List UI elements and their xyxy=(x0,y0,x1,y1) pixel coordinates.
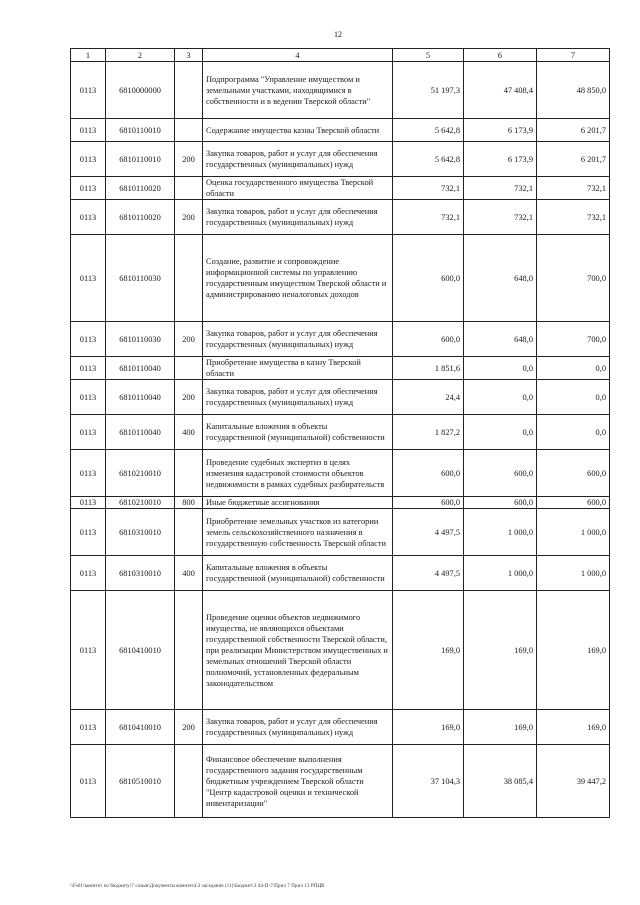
cell-amount-col5: 4 497,5 xyxy=(393,509,464,556)
cell-expense-type: 200 xyxy=(175,380,203,415)
cell-amount-col5: 1 851,6 xyxy=(393,357,464,380)
cell-amount-col7: 732,1 xyxy=(537,177,610,200)
cell-target-article: 6810210010 xyxy=(106,450,175,497)
cell-amount-col6: 732,1 xyxy=(464,177,537,200)
cell-amount-col5: 600,0 xyxy=(393,322,464,357)
cell-amount-col5: 51 197,3 xyxy=(393,62,464,119)
table-row xyxy=(71,415,610,450)
cell-amount-col6: 648,0 xyxy=(464,322,537,357)
column-header: 4 xyxy=(203,49,393,62)
cell-amount-col6: 47 408,4 xyxy=(464,62,537,119)
cell-amount-col7: 700,0 xyxy=(537,322,610,357)
cell-amount-col6: 648,0 xyxy=(464,235,537,322)
cell-amount-col7: 732,1 xyxy=(537,200,610,235)
cell-amount-col7: 39 447,2 xyxy=(537,745,610,818)
cell-amount-col7: 0,0 xyxy=(537,357,610,380)
cell-amount-col6: 6 173,9 xyxy=(464,119,537,142)
cell-expense-type xyxy=(175,509,203,556)
budget-table xyxy=(70,48,610,818)
cell-amount-col6: 38 085,4 xyxy=(464,745,537,818)
cell-description: Закупка товаров, работ и услуг для обеспечения государственных (муниципальных) нужд xyxy=(203,142,393,177)
cell-expense-type: 200 xyxy=(175,200,203,235)
cell-amount-col5: 5 642,8 xyxy=(393,142,464,177)
page-number: 12 xyxy=(334,30,342,39)
cell-amount-col6: 0,0 xyxy=(464,415,537,450)
cell-description: Капитальные вложения в объекты государственной (муниципальной) собственности xyxy=(203,556,393,591)
cell-section-code: 0113 xyxy=(71,200,106,235)
cell-expense-type: 400 xyxy=(175,556,203,591)
cell-amount-col7: 600,0 xyxy=(537,450,610,497)
cell-expense-type: 200 xyxy=(175,142,203,177)
cell-description: Иные бюджетные ассигнования xyxy=(203,497,393,509)
cell-amount-col6: 169,0 xyxy=(464,710,537,745)
cell-amount-col7: 600,0 xyxy=(537,497,610,509)
cell-expense-type xyxy=(175,591,203,710)
cell-amount-col5: 169,0 xyxy=(393,591,464,710)
cell-amount-col5: 600,0 xyxy=(393,497,464,509)
cell-amount-col6: 600,0 xyxy=(464,497,537,509)
cell-amount-col5: 732,1 xyxy=(393,177,464,200)
column-header: 7 xyxy=(537,49,610,62)
cell-target-article: 6810410010 xyxy=(106,591,175,710)
cell-section-code: 0113 xyxy=(71,710,106,745)
column-header: 3 xyxy=(175,49,203,62)
cell-description: Создание, развитие и сопровождение информационной системы по управлению государственным имуществом Тверской области и администрированию неналоговых доходов xyxy=(203,235,393,322)
cell-expense-type xyxy=(175,745,203,818)
cell-expense-type xyxy=(175,177,203,200)
cell-target-article: 6810110040 xyxy=(106,357,175,380)
cell-amount-col7: 1 000,0 xyxy=(537,509,610,556)
cell-amount-col7: 6 201,7 xyxy=(537,142,610,177)
cell-target-article: 6810110020 xyxy=(106,177,175,200)
cell-section-code: 0113 xyxy=(71,745,106,818)
cell-description: Приобретение земельных участков из категории земель сельскохозяйственного назначения в государственную собственность Тверской области xyxy=(203,509,393,556)
table-row xyxy=(71,745,610,818)
cell-description: Содержание имущества казны Тверской области xyxy=(203,119,393,142)
cell-amount-col5: 732,1 xyxy=(393,200,464,235)
cell-amount-col5: 4 497,5 xyxy=(393,556,464,591)
cell-target-article: 6810110040 xyxy=(106,415,175,450)
table-row xyxy=(71,200,610,235)
cell-amount-col5: 600,0 xyxy=(393,235,464,322)
cell-target-article: 6810110020 xyxy=(106,200,175,235)
cell-description: Капитальные вложения в объекты государственной (муниципальной) собственности xyxy=(203,415,393,450)
cell-description: Финансовое обеспечение выполнения государственного задания государственным бюджетным учреждением Тверской области "Центр кадастровой оценки и технической инвентаризации" xyxy=(203,745,393,818)
table-row xyxy=(71,380,610,415)
cell-expense-type xyxy=(175,235,203,322)
column-header: 1 xyxy=(71,49,106,62)
cell-amount-col5: 600,0 xyxy=(393,450,464,497)
cell-expense-type xyxy=(175,357,203,380)
cell-target-article: 6810110030 xyxy=(106,235,175,322)
table-row xyxy=(71,556,610,591)
cell-target-article: 6810310010 xyxy=(106,556,175,591)
cell-expense-type: 200 xyxy=(175,322,203,357)
column-header: 2 xyxy=(106,49,175,62)
cell-amount-col7: 169,0 xyxy=(537,710,610,745)
cell-section-code: 0113 xyxy=(71,119,106,142)
column-header: 5 xyxy=(393,49,464,62)
table-row xyxy=(71,142,610,177)
cell-amount-col7: 700,0 xyxy=(537,235,610,322)
table-row xyxy=(71,509,610,556)
cell-target-article: 6810110030 xyxy=(106,322,175,357)
table-row xyxy=(71,119,610,142)
cell-amount-col7: 6 201,7 xyxy=(537,119,610,142)
cell-target-article: 6810110040 xyxy=(106,380,175,415)
cell-amount-col5: 37 104,3 xyxy=(393,745,464,818)
cell-expense-type: 400 xyxy=(175,415,203,450)
table-row xyxy=(71,710,610,745)
header-row xyxy=(71,49,610,62)
cell-amount-col6: 732,1 xyxy=(464,200,537,235)
table-row xyxy=(71,497,610,509)
table-row xyxy=(71,322,610,357)
cell-description: Оценка государственного имущества Тверской области xyxy=(203,177,393,200)
cell-expense-type xyxy=(175,119,203,142)
cell-description: Закупка товаров, работ и услуг для обеспечения государственных (муниципальных) нужд xyxy=(203,710,393,745)
cell-section-code: 0113 xyxy=(71,450,106,497)
cell-target-article: 6810510010 xyxy=(106,745,175,818)
cell-amount-col6: 6 173,9 xyxy=(464,142,537,177)
cell-amount-col6: 0,0 xyxy=(464,357,537,380)
cell-section-code: 0113 xyxy=(71,415,106,450)
table-row xyxy=(71,450,610,497)
cell-section-code: 0113 xyxy=(71,177,106,200)
table-row xyxy=(71,177,610,200)
cell-section-code: 0113 xyxy=(71,235,106,322)
cell-description: Подпрограмма "Управление имуществом и земельными участками, находящимися в собственности и в ведении Тверской области" xyxy=(203,62,393,119)
cell-amount-col5: 169,0 xyxy=(393,710,464,745)
cell-expense-type: 200 xyxy=(175,710,203,745)
cell-amount-col6: 0,0 xyxy=(464,380,537,415)
cell-amount-col6: 169,0 xyxy=(464,591,537,710)
cell-expense-type xyxy=(175,450,203,497)
cell-description: Проведение судебных экспертиз в целях изменения кадастровой стоимости объектов недвижимости в рамках судебных разбирательств xyxy=(203,450,393,497)
cell-amount-col5: 5 642,8 xyxy=(393,119,464,142)
cell-target-article: 6810310010 xyxy=(106,509,175,556)
cell-amount-col6: 600,0 xyxy=(464,450,537,497)
cell-section-code: 0113 xyxy=(71,556,106,591)
cell-amount-col7: 169,0 xyxy=(537,591,610,710)
column-header: 6 xyxy=(464,49,537,62)
cell-expense-type: 800 xyxy=(175,497,203,509)
cell-description: Приобретение имущества в казну Тверской области xyxy=(203,357,393,380)
cell-section-code: 0113 xyxy=(71,380,106,415)
cell-section-code: 0113 xyxy=(71,591,106,710)
cell-target-article: 6810000000 xyxy=(106,62,175,119)
cell-description: Закупка товаров, работ и услуг для обеспечения государственных (муниципальных) нужд xyxy=(203,380,393,415)
table-row xyxy=(71,591,610,710)
cell-target-article: 6810110010 xyxy=(106,119,175,142)
cell-amount-col7: 0,0 xyxy=(537,415,610,450)
cell-section-code: 0113 xyxy=(71,357,106,380)
cell-amount-col7: 1 000,0 xyxy=(537,556,610,591)
cell-section-code: 0113 xyxy=(71,509,106,556)
table-row xyxy=(71,357,610,380)
file-path-footer: \\Fs01\комитет по бюджету\7 созыв\Документы комитета\3 заседание (11)\Бюджет\3 44-П-7\Прил 7 Прил 13 РПЦВ xyxy=(70,884,325,889)
cell-section-code: 0113 xyxy=(71,142,106,177)
cell-section-code: 0113 xyxy=(71,497,106,509)
cell-description: Закупка товаров, работ и услуг для обеспечения государственных (муниципальных) нужд xyxy=(203,200,393,235)
cell-target-article: 6810210010 xyxy=(106,497,175,509)
table-row xyxy=(71,62,610,119)
cell-amount-col6: 1 000,0 xyxy=(464,556,537,591)
cell-target-article: 6810110010 xyxy=(106,142,175,177)
cell-description: Закупка товаров, работ и услуг для обеспечения государственных (муниципальных) нужд xyxy=(203,322,393,357)
cell-amount-col7: 48 850,0 xyxy=(537,62,610,119)
cell-section-code: 0113 xyxy=(71,62,106,119)
cell-target-article: 6810410010 xyxy=(106,710,175,745)
cell-amount-col5: 24,4 xyxy=(393,380,464,415)
cell-amount-col5: 1 827,2 xyxy=(393,415,464,450)
cell-description: Проведение оценки объектов недвижимого имущества, не являющихся объектами государственной собственности Тверской области, при реализации Министерством имущественных и земельных отношений Тверской области полномочий, установленных федеральным законодательством xyxy=(203,591,393,710)
cell-amount-col7: 0,0 xyxy=(537,380,610,415)
cell-section-code: 0113 xyxy=(71,322,106,357)
cell-expense-type xyxy=(175,62,203,119)
cell-amount-col6: 1 000,0 xyxy=(464,509,537,556)
table-row xyxy=(71,235,610,322)
